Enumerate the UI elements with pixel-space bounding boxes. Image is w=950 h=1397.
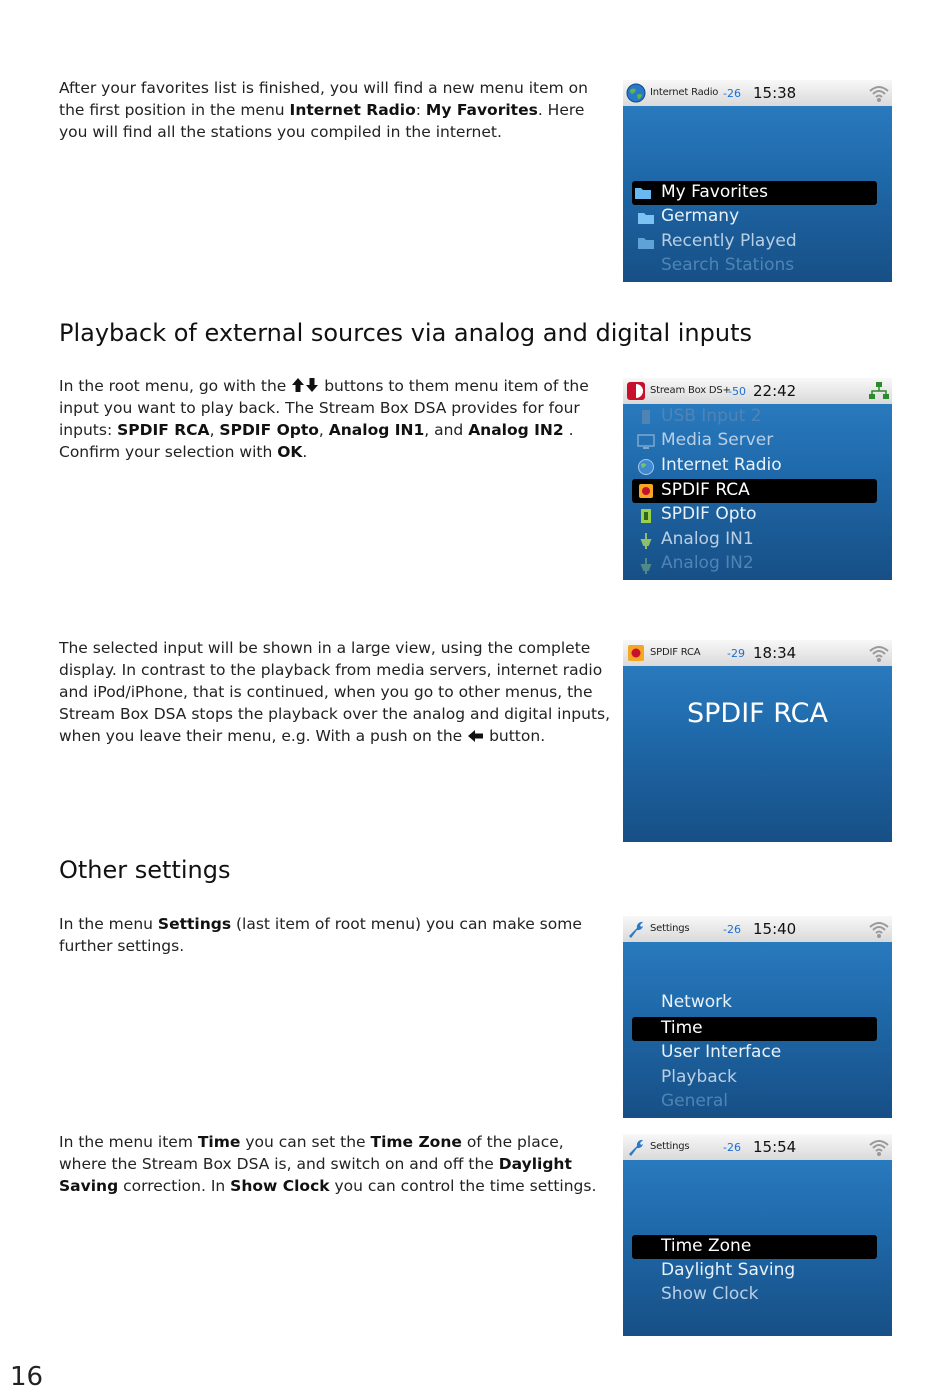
screen-title: SPDIF RCA [650,647,701,658]
wifi-icon [868,83,890,103]
usb-icon [637,408,655,426]
wifi-icon [868,1137,890,1157]
menu-item[interactable]: USB Input 2 [661,406,762,426]
clock: 15:40 [753,920,797,938]
menu-item[interactable]: Show Clock [661,1284,759,1304]
selected-menu-item[interactable] [632,181,877,205]
menu-item[interactable]: Recently Played [661,231,797,251]
selected-menu-item[interactable] [632,1017,877,1041]
network-icon [868,381,890,401]
internet-radio-term: Internet Radio [289,101,416,119]
folder-icon [634,184,652,202]
folder-icon [637,209,655,227]
menu-item[interactable]: User Interface [661,1042,782,1062]
arrow-left-icon [467,729,484,743]
globe-icon [626,83,646,103]
playback-heading: Playback of external sources via analog and digital inputs [59,319,752,347]
menu-item[interactable]: Analog IN2 [661,553,754,573]
input-large-label: SPDIF RCA [686,698,829,729]
menu-item[interactable]: Daylight Saving [661,1260,796,1280]
menu-item-label: SPDIF RCA [661,480,750,500]
selected-menu-item[interactable] [632,479,877,503]
status-bar [623,1134,892,1160]
monitor-icon [637,433,655,451]
menu-item[interactable]: SPDIF Opto [661,504,757,524]
streambox-logo-icon [626,381,646,401]
wrench-icon [626,919,646,939]
menu-item[interactable]: Network [661,992,732,1012]
time-paragraph: In the menu item Time you can set the Time Zone of the place, where the Stream Box DSA is, and switch on and off the Daylight Saving correction. In Show Clock you can control the time settings. [59,1133,597,1195]
selected-menu-item[interactable] [632,1235,877,1259]
spdif-rca-icon [637,482,655,500]
signal-strength: -29 [727,647,745,660]
screen-title: Settings [650,923,690,934]
menu-item[interactable]: Germany [661,206,740,226]
root-menu-screen [623,378,892,580]
favorites-paragraph: After your favorites list is finished, you will find a new menu item on the first position in the menu Internet Radio: My Favorites. Here you will find all the stations you compiled in the internet. [59,79,588,141]
status-bar [623,640,892,666]
other-settings-heading: Other settings [59,856,231,884]
arrow-up-icon [291,377,305,393]
settings-paragraph: In the menu Settings (last item of root menu) you can make some further settings. [59,915,582,955]
spdif-opto-icon [637,507,655,525]
spdif-rca-screen [623,640,892,842]
wifi-icon [868,919,890,939]
signal-strength: -26 [723,1141,741,1154]
menu-item[interactable]: Analog IN1 [661,529,754,549]
status-bar [623,916,892,942]
menu-item-label: Time Zone [661,1236,752,1256]
signal-strength: -26 [723,87,741,100]
menu-item[interactable]: Internet Radio [661,455,782,475]
menu-item[interactable]: General [661,1091,728,1111]
menu-item[interactable]: Search Stations [661,255,795,275]
screen-title: Settings [650,1141,690,1152]
page-number: 16 [10,1362,44,1392]
wrench-icon [626,1137,646,1157]
menu-item[interactable]: Playback [661,1067,737,1087]
time-settings-screen [623,1134,892,1336]
globe-icon [637,458,655,476]
wifi-icon [868,643,890,663]
clock: 15:38 [753,84,797,102]
clock: 18:34 [753,644,797,662]
inputs-paragraph: In the root menu, go with the buttons to them menu item of the input you want to play back. The Stream Box DSA provides for four inputs: SPDIF RCA, SPDIF Opto, Analog IN1, and Analog IN2 . Confirm your selection with OK. [59,377,589,461]
menu-item[interactable]: Media Server [661,430,774,450]
settings-screen [623,916,892,1118]
large-view-paragraph: The selected input will be shown in a large view, using the complete display. In contrast to the playback from media servers, internet radio and iPod/iPhone, that is continued, when you go to other menus, the Stream Box DSA stops the playback over the analog and digital inputs, when you leave their menu, e.g. With a push on the button. [59,639,611,745]
signal-strength: -50 [728,385,746,398]
analog-plug-icon [637,557,655,575]
menu-item-label: My Favorites [661,182,768,202]
signal-strength: -26 [723,923,741,936]
internet-radio-screen [623,80,892,282]
my-favorites-term: My Favorites [425,101,538,119]
status-bar [623,378,892,404]
analog-plug-icon [637,532,655,550]
clock: 15:54 [753,1138,797,1156]
arrow-down-icon [305,377,319,393]
screen-title: Internet Radio [650,87,719,98]
spdif-rca-icon [626,643,646,663]
status-bar [623,80,892,106]
clock: 22:42 [753,382,797,400]
screen-title: Stream Box DS+ [650,385,731,396]
folder-icon [637,234,655,252]
menu-item-label: Time [661,1018,703,1038]
